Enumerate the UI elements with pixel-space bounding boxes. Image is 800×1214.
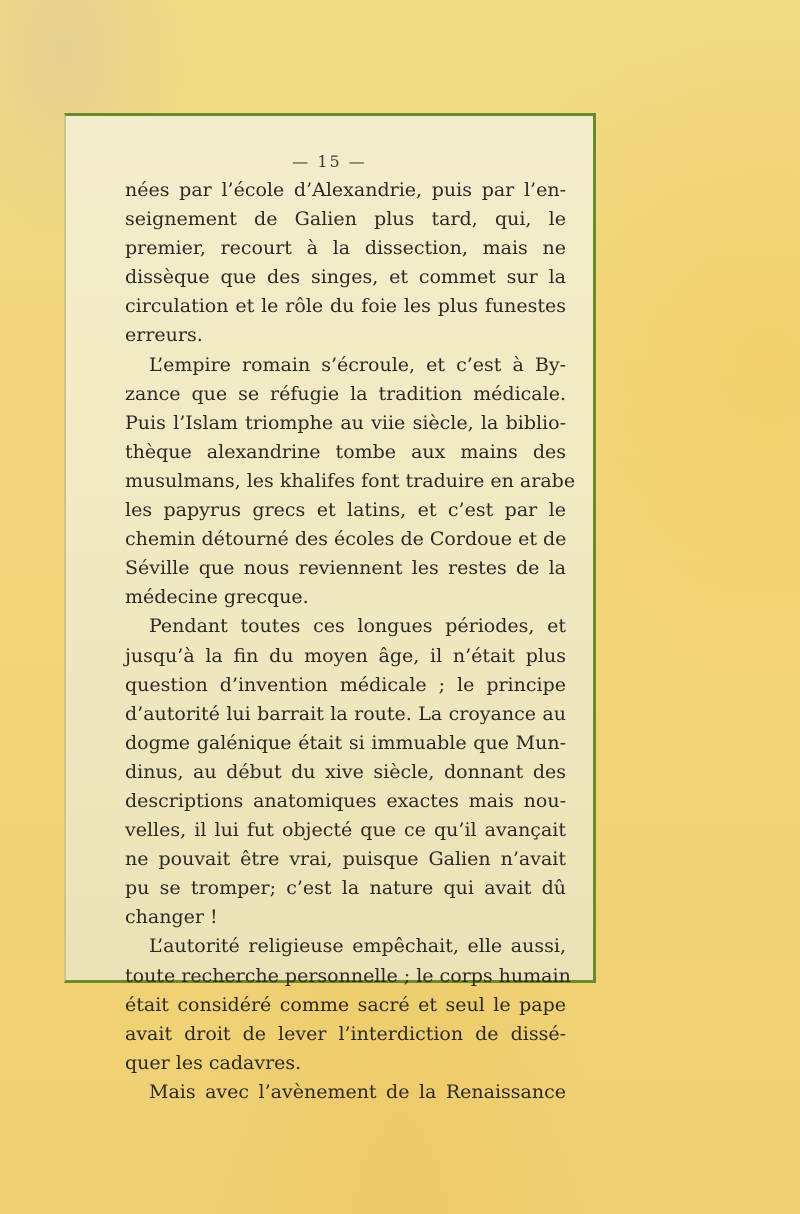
text-line: dinus, au début du xive siècle, donnant des [125, 760, 566, 783]
text-line: musulmans, les khalifes font traduire en arabe [125, 469, 576, 492]
text-line: chemin détourné des écoles de Cordoue et de [125, 528, 567, 551]
text-line: Mais avec l’avènement de la Renaissance [149, 1080, 566, 1103]
book-page [64, 113, 596, 1103]
text-line: L’empire romain s’écroule, et c’est à By- [149, 353, 566, 376]
text-line: dissèque que des singes, et commet sur la [125, 266, 566, 289]
text-line: L’autorité religieuse empêchait, elle aussi, [149, 935, 566, 958]
text-line: nées par l’école d’Alexandrie, puis par l’en- [125, 179, 566, 201]
text-line: zance que se réfugie la tradition médicale. [125, 382, 566, 405]
text-line: les papyrus grecs et latins, et c’est par le [125, 499, 566, 522]
page-number: — 15 — [292, 152, 367, 171]
text-line: quer les cadavres. [125, 1051, 302, 1074]
text-line: descriptions anatomiques exactes mais nou- [125, 789, 566, 812]
text-line: Pendant toutes ces longues périodes, et [149, 615, 566, 638]
text-line: Séville que nous reviennent les restes de la [125, 557, 566, 580]
text-line: changer ! [125, 906, 218, 929]
text-line: question d’invention médicale ; le principe [125, 673, 566, 696]
text-line: pu se tromper; c’est la nature qui avait dû [125, 877, 566, 900]
text-line: Puis l’Islam triomphe au viie siècle, la biblio- [125, 411, 566, 434]
text-line: était considéré comme sacré et seul le pape [125, 993, 566, 1016]
text-line: avait droit de lever l’interdiction de dissé- [125, 1022, 566, 1045]
text-line: jusqu’à la fin du moyen âge, il n’était plus [125, 644, 566, 667]
text-line: médecine grecque. [125, 586, 309, 609]
text-line: premier, recourt à la dissection, mais ne [125, 237, 566, 260]
text-line: toute recherche personnelle ; le corps humain [125, 964, 571, 987]
text-line: seignement de Galien plus tard, qui, le [125, 208, 566, 231]
text-line: d’autorité lui barrait la route. La croyance au [125, 702, 566, 725]
page-text [125, 176, 576, 1107]
text-line: erreurs. [125, 324, 203, 347]
text-line: ne pouvait être vrai, puisque Galien n’avait [125, 848, 566, 871]
text-line: dogme galénique était si immuable que Mun- [125, 731, 566, 754]
text-line: velles, il lui fut objecté que ce qu’il avançait [125, 819, 566, 842]
text-line: circulation et le rôle du foie les plus funestes [125, 295, 566, 318]
text-line: thèque alexandrine tombe aux mains des [125, 440, 566, 463]
